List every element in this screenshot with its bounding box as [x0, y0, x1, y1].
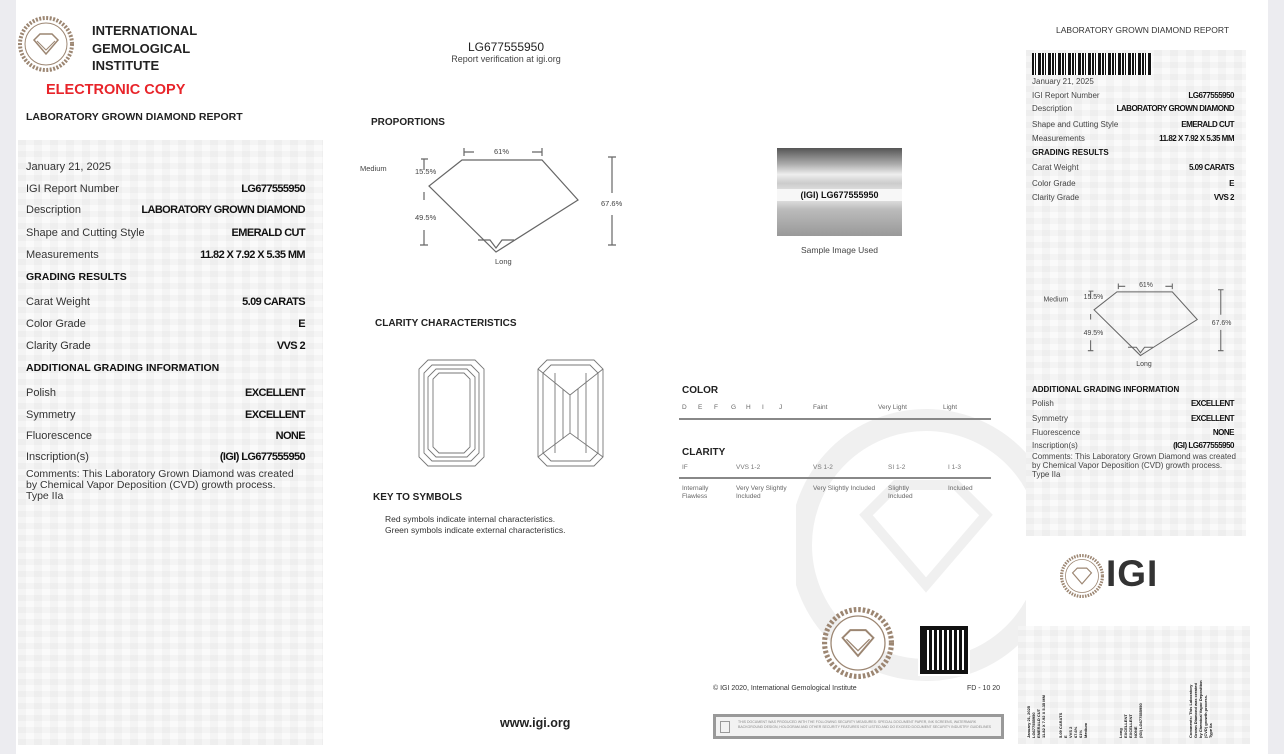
color-scale-line: [679, 418, 991, 420]
grading-label: Clarity Grade: [26, 340, 91, 352]
right-grading-heading: GRADING RESULTS: [1032, 148, 1109, 157]
report-title: LABORATORY GROWN DIAMOND REPORT: [26, 111, 243, 123]
stub-depth: 67.6%: [1073, 726, 1078, 738]
stub-shape: EMERALD CUT: [1036, 708, 1041, 738]
right-measurements: 11.82 X 7.92 X 5.35 MM: [1159, 134, 1234, 143]
right-pavilion-percent: 49.5%: [1083, 329, 1104, 337]
stub-polish: EXCELLENT: [1123, 714, 1128, 738]
key-to-symbols-heading: KEY TO SYMBOLS: [373, 492, 463, 503]
right-inscription: (IGI) LG677555950: [1173, 441, 1234, 450]
color-grade-tick: J: [779, 404, 783, 411]
color-scale-heading: COLOR: [682, 385, 719, 396]
stub-type: Type IIa: [1208, 723, 1213, 738]
igi-seal-stamp: [822, 607, 894, 679]
right-depth-percent: 67.6%: [1211, 320, 1232, 328]
right-type: Type IIa: [1032, 470, 1061, 479]
additional-heading: ADDITIONAL GRADING INFORMATION: [26, 362, 220, 374]
clarity-grade-value: VVS 2: [276, 340, 305, 352]
culet-label: Long: [495, 257, 512, 266]
org-name-line1: INTERNATIONAL: [92, 23, 198, 38]
detail-label: IGI Report Number: [1032, 91, 1100, 100]
detail-label: Description: [26, 204, 82, 216]
additional-label: Symmetry: [1032, 414, 1068, 423]
additional-label: Symmetry: [26, 409, 76, 421]
inscription-value: (IGI) LG677555950: [219, 451, 305, 463]
color-grade-tick: D: [682, 404, 687, 411]
additional-label: Inscription(s): [26, 451, 89, 463]
fluorescence-value: NONE: [275, 430, 305, 442]
clarity-description: Included: [948, 485, 973, 492]
igi-seal-logo: [18, 16, 74, 72]
right-report-title: LABORATORY GROWN DIAMOND REPORT: [1056, 25, 1230, 35]
detail-label: Measurements: [1032, 134, 1085, 143]
security-text: THIS DOCUMENT WAS PRODUCED WITH THE FOLLOWING SECURITY MEASURES: SPECIAL DOCUMENT PAPER, INK SCREENS, WATERMARK BACKGROUND DESIGN, HOLOGRAM AND OTHER SECURITY FEATURES NOT LISTED AND DO EXCEED DOCUMENT SECURITY INDUSTRY GUIDELINES: [738, 720, 992, 729]
description-value: LABORATORY GROWN DIAMOND: [141, 204, 305, 216]
symmetry-value: EXCELLENT: [245, 409, 305, 421]
type-text: Type IIa: [26, 490, 64, 502]
proportions-heading: PROPORTIONS: [371, 117, 445, 128]
detail-label: Measurements: [26, 249, 99, 261]
right-shape: EMERALD CUT: [1181, 120, 1234, 129]
stub-fluorescence: NONE: [1133, 726, 1138, 738]
grading-results-heading: GRADING RESULTS: [26, 271, 127, 283]
clarity-scale-heading: CLARITY: [682, 447, 726, 458]
stub-carat: 5.09 CARATS: [1058, 712, 1063, 738]
verification-text: Report verification at igi.org: [451, 54, 561, 64]
clarity-description: Slightly Included: [888, 485, 913, 500]
right-fluorescence: NONE: [1212, 428, 1234, 437]
stub-table: 61%: [1078, 729, 1083, 738]
stub-inscription: (IGI) LG677555950: [1138, 703, 1143, 738]
measurements-value: 11.82 X 7.92 X 5.35 MM: [200, 249, 305, 261]
detail-label: Description: [1032, 104, 1073, 113]
carat-value: 5.09 CARATS: [242, 296, 305, 308]
igi-logo-text: IGI: [1106, 553, 1159, 594]
right-additional-heading: ADDITIONAL GRADING INFORMATION: [1032, 385, 1180, 394]
girdle-label: Medium: [360, 164, 387, 173]
detail-label: Shape and Cutting Style: [1032, 120, 1119, 129]
key-green-text: Green symbols indicate external characteristics.: [385, 525, 566, 535]
stub-measurements: 11.82 X 7.92 X 5.35 MM: [1041, 695, 1046, 738]
clarity-plot-diagram: [411, 355, 611, 470]
sample-image: [777, 148, 902, 236]
right-polish: EXCELLENT: [1190, 399, 1234, 408]
table-percent: 61%: [494, 147, 510, 156]
color-grade-tick: F: [714, 404, 718, 411]
grading-label: Carat Weight: [1032, 163, 1079, 172]
polish-value: EXCELLENT: [245, 387, 305, 399]
color-grade-tick: H: [746, 404, 751, 411]
color-grade-tick: E: [698, 404, 703, 411]
security-notice: [713, 714, 1004, 739]
clarity-characteristics-heading: CLARITY CHARACTERISTICS: [375, 318, 517, 329]
clarity-grade-tick: VVS 1-2: [736, 464, 761, 471]
right-culet-label: Long: [1136, 360, 1152, 368]
color-grade-value: E: [298, 318, 305, 330]
right-table-percent: 61%: [1139, 282, 1153, 289]
color-grade-tick: G: [731, 404, 737, 411]
sample-caption: Sample Image Used: [800, 245, 878, 255]
right-color: E: [1229, 179, 1234, 188]
color-range-label: Light: [943, 404, 958, 411]
crown-percent: 15.5%: [415, 167, 437, 176]
clarity-grade-tick: IF: [682, 464, 688, 471]
report-page: [16, 0, 1268, 754]
org-name-line2: GEMOLOGICAL: [92, 40, 191, 56]
report-date: January 21, 2025: [26, 161, 112, 173]
additional-label: Fluorescence: [26, 430, 93, 442]
additional-label: Polish: [26, 387, 56, 399]
org-name-line3: INSTITUTE: [92, 58, 160, 73]
report-number-value: LG677555950: [241, 183, 305, 195]
right-description: LABORATORY GROWN DIAMOND: [1116, 104, 1234, 113]
document-icon: [720, 721, 730, 733]
grading-label: Clarity Grade: [1032, 193, 1080, 202]
right-clarity: VVS 2: [1213, 193, 1234, 202]
additional-label: Fluorescence: [1032, 428, 1081, 437]
stub-date: January 21, 2025: [1026, 705, 1031, 738]
color-range-label: Faint: [813, 404, 828, 411]
stub-comments: Comments: This Laboratory Grown Diamond was created by Chemical Vapor Deposition (CVD) growth process.: [1188, 680, 1208, 738]
right-date: January 21, 2025: [1032, 77, 1094, 86]
copyright-text: © IGI 2020, International Gemological Institute: [713, 685, 857, 692]
right-symmetry: EXCELLENT: [1190, 414, 1234, 423]
sample-inscription: (IGI) LG677555950: [777, 189, 902, 201]
report-number-header: LG677555950: [467, 40, 545, 54]
stub-color: E: [1063, 735, 1068, 738]
right-carat: 5.09 CARATS: [1188, 163, 1234, 172]
detail-label: IGI Report Number: [26, 183, 119, 195]
electronic-copy-label: ELECTRONIC COPY: [46, 82, 186, 98]
additional-label: Polish: [1032, 399, 1054, 408]
barcode: [1032, 53, 1152, 75]
stub-girdle: Medium: [1083, 722, 1088, 738]
grading-label: Carat Weight: [26, 296, 90, 308]
rotated-summary-stub: [1018, 626, 1250, 744]
form-number: FD - 10 20: [967, 685, 1001, 692]
right-girdle-label: Medium: [1043, 296, 1069, 304]
website-link[interactable]: www.igi.org: [500, 716, 571, 730]
additional-label: Inscription(s): [1032, 441, 1078, 450]
igi-logo-seal: [1060, 554, 1104, 598]
qr-code[interactable]: [920, 626, 968, 674]
grading-label: Color Grade: [1032, 179, 1076, 188]
grading-label: Color Grade: [26, 318, 86, 330]
clarity-description: Very Very Slightly Included: [736, 485, 787, 500]
pavilion-percent: 49.5%: [415, 213, 437, 222]
comments-text: Comments: This Laboratory Grown Diamond was created by Chemical Vapor Deposition (CVD) growth process.: [26, 468, 294, 491]
key-red-text: Red symbols indicate internal characteristics.: [385, 514, 556, 524]
color-range-label: Very Light: [878, 404, 907, 411]
clarity-grade-tick: I 1-3: [948, 464, 962, 471]
right-report-number: LG677555950: [1188, 91, 1234, 100]
right-comments: Comments: This Laboratory Grown Diamond was created by Chemical Vapor Deposition (CVD) growth process.: [1032, 452, 1236, 470]
proportions-diagram: [356, 140, 626, 270]
shape-value: EMERALD CUT: [231, 227, 305, 239]
stub-culet: Long: [1118, 728, 1123, 738]
right-crown-percent: 15.5%: [1083, 293, 1104, 301]
clarity-grade-tick: VS 1-2: [813, 464, 833, 471]
color-grade-tick: I: [762, 404, 764, 411]
depth-percent: 67.6%: [601, 199, 623, 208]
clarity-scale-line: [679, 477, 991, 479]
clarity-description: Very Slightly Included: [813, 485, 876, 492]
clarity-grade-tick: SI 1-2: [888, 464, 906, 471]
clarity-description: Internally Flawless: [682, 485, 709, 500]
detail-label: Shape and Cutting Style: [26, 227, 145, 239]
stub-clarity: VVS 2: [1068, 726, 1073, 738]
right-proportions-diagram: [1032, 278, 1242, 368]
stub-symmetry: EXCELLENT: [1128, 714, 1133, 738]
stub-report-number: LG677555950: [1031, 712, 1036, 738]
